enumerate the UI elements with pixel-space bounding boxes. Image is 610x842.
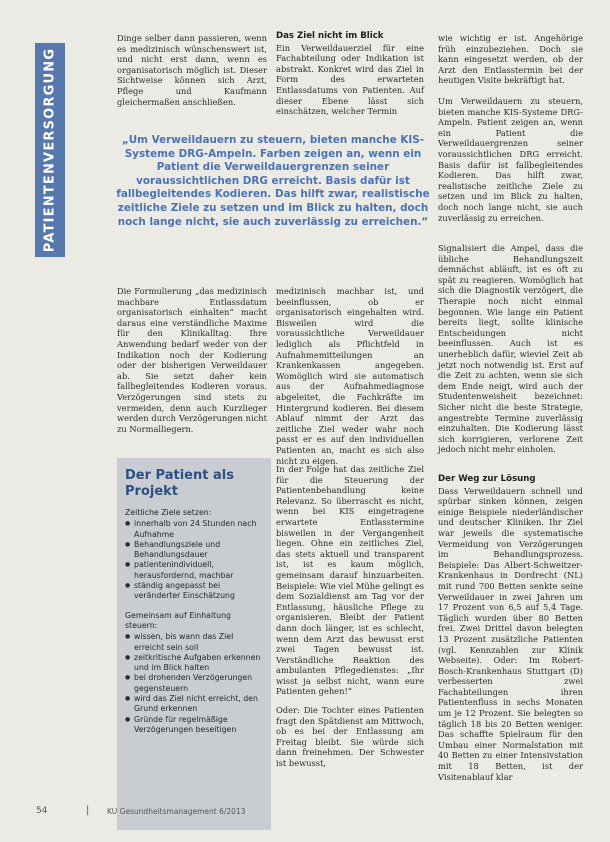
column-2-top xyxy=(276,31,424,117)
paragraph: wie wichtig er ist. Angehörige früh einzubeziehen. Doch sie kann eingesetzt werden, ob der Arzt den Entlasstermin bei der heutigen Visite bekräftigt hat. xyxy=(438,33,583,86)
paragraph: Ein Verweildauerziel für eine Fachabteilung oder Indikation ist abstrakt. Konkret wird das Ziel in Form des erwarteten Entlassdatums von Patienten. Auf dieser Ebene lässt sich einschätzen, welcher Termin xyxy=(276,42,424,117)
paragraph: Die Formulierung „das medizinisch machbare Entlassdatum organisatorisch einhalten“ macht daraus eine verständliche Maxime für den Klinikalltag. Ihre Anwendung bedarf weder von der Indikation noch der Kodierung oder der bisherigen Verweildauer ab. Sie setzt daher kein fallbegleitendes Kodieren voraus. Verzögerungen sind stets zu vermeiden, denn auch Kurzlieger werden durch Verzögerungen nicht zu Normalliegern. xyxy=(117,286,267,434)
page-footer xyxy=(36,806,596,820)
column-1-middle xyxy=(117,286,267,434)
column-3-top xyxy=(438,33,583,223)
list-item: ● innerhalb von 24 Stunden nach Aufnahme xyxy=(125,519,265,540)
paragraph: Dinge selber dann passieren, wenn es medizinisch wünschenswert ist, und nicht erst dann, wenn es organisatorisch möglich ist. Dieser Sichtweise können sich Arzt, Pflege und Kaufmann gleichermaßen anschließen. xyxy=(117,33,267,107)
paragraph: Dass Verweildauern schnell und spürbar sinken können, zeigen einige Beispiele niederländischer und deutscher Kliniken. Ihr Ziel war jeweils die systematische Vermeidung von Verzögerungen im Behandlungsprozess. Beispiele: Das Albert-Schweitzer-Krankenhaus in Dordrecht (NL) mit rund 700 Betten senkte seine Verweildauer in zwei Jahren um 17 Prozent von 6,5 auf 5,4 Tage. Täglich wurden über 80 Betten frei. Zwei Drittel davon belegten 13 Prozent zusätzliche Patienten (vgl. Kennzahlen zur Klinik Webseite). Oder: Im Robert-Bosch-Krankenhaus Stuttgart (D) verbesserten zwei Fachabteilungen ihren Patientenfluss in sechs Monaten um je 12 Prozent. Sie belegten so täglich 18 bis 20 Betten weniger. Das schaffte Spielraum für den Umbau einer Normalstation mit 40 Betten zu einer Intensivstation mit 18 Betten, ist der Visitenablauf klar xyxy=(438,485,583,782)
subheading-loesung: Der Weg zur Lösung xyxy=(438,474,536,484)
column-2-middle xyxy=(276,286,424,466)
paragraph: Signalisiert die Ampel, dass die übliche Behandlungszeit demnächst abläuft, ist es oft zu spät zu reagieren. Womöglich hat sich die Diagnostik verzögert, die Therapie noch nicht einmal begonnen. Wie lange ein Patient bereits liegt, sollte klinische Entscheidungen nicht beeinflussen. Auch ist es unerheblich dafür, wieviel Zeit ab jetzt noch notwendig ist. Erst auf die Zeit zu achten, wenn sie sich dem Ende neigt, wird auch der Studentenweisheit bezeichnet: Sicher nicht die beste Strategie, angestrebte Termine zuverlässig einzuhalten. Die Kodierung lässt sich korrigieren, verlorene Zeit jedoch nicht mehr einholen. xyxy=(438,243,583,455)
pull-quote: „Um Verweildauern zu steuern, bieten manche KIS-Systeme DRG-Ampeln. Farben zeigen an, wenn ein Patient die Verweildauergrenzen seiner voraussichtlichen DRG erreicht. Basis dafür ist fallbegleitendes Kodieren. Das hilft zwar, realistische zeitliche Ziele zu setzen und im Blick zu halten, doch noch lange nicht, sie auch zuverlässig zu erreichen.“ xyxy=(116,134,430,228)
list-item: ● bei drohenden Verzögerungen gegensteuern xyxy=(125,673,265,694)
footer-separator: | xyxy=(86,805,90,816)
info-box-list-2 xyxy=(125,632,265,735)
paragraph: Oder: Die Tochter eines Patienten fragt den Spätdienst am Mittwoch, ob es bei der Entlassung am Freitag bleibt. Sie würde sich dann freinehmen. Der Schwester ist bewusst, xyxy=(276,705,424,769)
info-box-content xyxy=(125,508,265,744)
info-box-label: Gemeinsam auf Einhaltung steuern: xyxy=(125,610,232,630)
info-box-list-1 xyxy=(125,519,265,601)
list-item: ● wird das Ziel nicht erreicht, den Grund erkennen xyxy=(125,694,265,715)
paragraph: medizinisch machbar ist, und beeinflussen, ob er organisatorisch eingehalten wird. Bisweilen wird die voraussichtliche Verweildauer lediglich als Pflichtfeld in Aufnahmemitteilungen an Krankenkassen angegeben. Womöglich wird sie automatisch aus der Aufnahmediagnose abgeleitet, die Fachkräfte im Hintergrund kodieren. Bei diesem Ablauf nimmt der Arzt das zeitliche Ziel weder wahr noch passt er es auf den individuellen Patienten an, macht es sich also nicht zu eigen. xyxy=(276,286,424,466)
paragraph: Um Verweildauern zu steuern, bieten manche KIS-Systeme DRG-Ampeln. Patient zeigen an, wenn ein Patient die Verweildauergrenzen seiner voraussichtlichen DRG erreicht. Basis dafür ist fallbegleitendes Kodieren. Das hilft zwar, realistische zeitliche Ziele zu setzen und im Blick zu halten, doch noch lange nicht, sie auch zuverlässig zu erreichen. xyxy=(438,95,583,223)
paragraph: In der Folge hat das zeitliche Ziel für die Steuerung der Patientenbehandlung keine Relevanz. So überrascht es nicht, wenn bei KIS eingetragene erwartete Entlasstermine bisweilen in der Vergangenheit liegen. Ohne ein zeitliches Ziel, das stets aktuell und transparent ist, ist es kaum möglich, gemeinsam darauf hinzuarbeiten. Beispiele: Wie viel Mühe gelingt es dem Sozialdienst am Tag vor der Entlassung, häusliche Pflege zu organisieren. Bleibt der Patient dann doch länger, ist es schlecht, wenn dem Arzt das bewusst erst zwei Tagen bewusst ist. Verständliche Reaktion des ambulanten Pflegedienstes: „Ihr wisst ja selbst nicht, wann eure Patienten gehen!“ xyxy=(276,464,424,697)
column-3-lower xyxy=(438,474,583,782)
column-2-lower xyxy=(276,464,424,769)
list-item: ● patientenindividuell, herausfordernd, machbar xyxy=(125,560,265,581)
magazine-name: KU Gesundheitsmanagement 6/2013 xyxy=(107,807,246,816)
page-number: 54 xyxy=(36,806,48,816)
info-box-label: Zeitliche Ziele setzen: xyxy=(125,508,212,517)
info-box xyxy=(117,458,271,830)
list-item: ● Behandlungsziele und Behandlungsdauer xyxy=(125,540,265,561)
section-tab xyxy=(35,43,65,257)
list-item: ● ständig angepasst bei veränderter Einschätzung xyxy=(125,581,265,602)
info-box-title: Der Patient als Projekt xyxy=(125,468,234,499)
column-1-top xyxy=(117,33,267,107)
subheading-ziel: Das Ziel nicht im Blick xyxy=(276,31,384,41)
section-tab-label: PATIENTENVERSORGUNG xyxy=(42,47,58,253)
list-item: ● zeitkritische Aufgaben erkennen und im Blick halten xyxy=(125,653,265,674)
list-item: ● Gründe für regelmäßige Verzögerungen beseitigen xyxy=(125,715,265,736)
column-3-middle xyxy=(438,243,583,455)
list-item: ● wissen, bis wann das Ziel erreicht sein soll xyxy=(125,632,265,653)
